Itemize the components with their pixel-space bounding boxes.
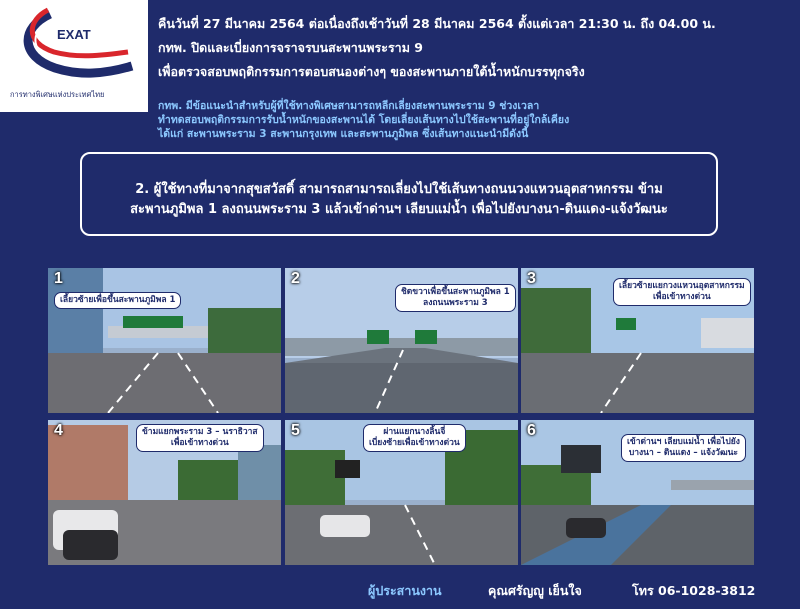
coordinator-phone: โทร 06-1028-3812 [632,583,756,598]
photo-number: 2 [291,270,300,287]
road-photo-1-graphic [48,268,281,413]
callout-line-1: 2. ผู้ใช้ทางที่มาจากสุขสวัสดิ์ สามารถสามารถเลี่ยงไปใช้เส้นทางถนนวงแหวนอุตสาหกรรม ข้าม [135,182,663,197]
route-callout [80,152,718,236]
photo-number: 4 [54,422,63,439]
logo-caption: การทางพิเศษแห่งประเทศไทย [10,90,105,99]
exat-logo-icon [10,6,140,86]
photo-number: 5 [291,422,300,439]
photo-caption: เลี้ยวซ้ายแยกวงแหวนอุตสาหกรรม เพื่อเข้าทางด่วน [613,278,751,306]
photo-caption: ผ่านแยกนางลิ้นจี่ เบี่ยงซ้ายเพื่อเข้าทางด่วน [363,424,466,452]
coordinator-name: คุณศรัญญู เย็นใจ [488,583,582,598]
header-purpose-line: เพื่อตรวจสอบพฤติกรรมการตอบสนองต่างๆ ของสะพานภายใต้น้ำหนักบรรทุกจริง [158,64,585,79]
photo-number: 1 [54,270,63,287]
route-photo-6 [521,420,754,565]
header-date-line: คืนวันที่ 27 มีนาคม 2564 ต่อเนื่องถึงเช้าวันที่ 28 มีนาคม 2564 ตั้งแต่เวลา 21:30 น. ถึง 04.00 น. [158,16,716,31]
advisory-line-2: ทำทดสอบพฤติกรรมการรับน้ำหนักของสะพานได้ โดยเลี่ยงเส้นทางไปใช้สะพานที่อยู่ใกล้เคียง [158,114,570,126]
photo-caption: ชิดขวาเพื่อขึ้นสะพานภูมิพล 1 ลงถนนพระราม 3 [395,284,516,312]
advisory-line-1: กทพ. มีข้อแนะนำสำหรับผู้ที่ใช้ทางพิเศษสามารถหลีกเลี่ยงสะพานพระราม 9 ช่วงเวลา [158,100,540,112]
logo-word: EXAT [57,27,91,42]
route-photo-2 [285,268,518,413]
photo-caption: ข้ามแยกพระราม 3 – นราธิวาส เพื่อเข้าทางด่วน [136,424,264,452]
photo-caption: เลี้ยวซ้ายเพื่อขึ้นสะพานภูมิพล 1 [54,292,181,309]
route-photo-1 [48,268,281,413]
header-closure-line: กทพ. ปิดและเบี่ยงการจราจรบนสะพานพระราม 9 [158,40,423,55]
route-photo-4 [48,420,281,565]
coordinator-label: ผู้ประสานงาน [368,583,442,598]
route-photo-5 [285,420,518,565]
callout-line-2: สะพานภูมิพล 1 ลงถนนพระราม 3 แล้วเข้าด่านฯ เลียบแม่น้ำ เพื่อไปยังบางนา-ดินแดง-แจ้งวัฒนะ [130,202,668,217]
advisory-line-3: ได้แก่ สะพานพระราม 3 สะพานกรุงเทพ และสะพานภูมิพล ซึ่งเส้นทางแนะนำมีดังนี้ [158,128,529,140]
route-photo-3 [521,268,754,413]
photo-caption: เข้าด่านฯ เลียบแม่น้ำ เพื่อไปยัง บางนา – ดินแดง – แจ้งวัฒนะ [621,434,746,462]
photo-number: 6 [527,422,536,439]
exat-logo [0,0,148,112]
photo-number: 3 [527,270,536,287]
